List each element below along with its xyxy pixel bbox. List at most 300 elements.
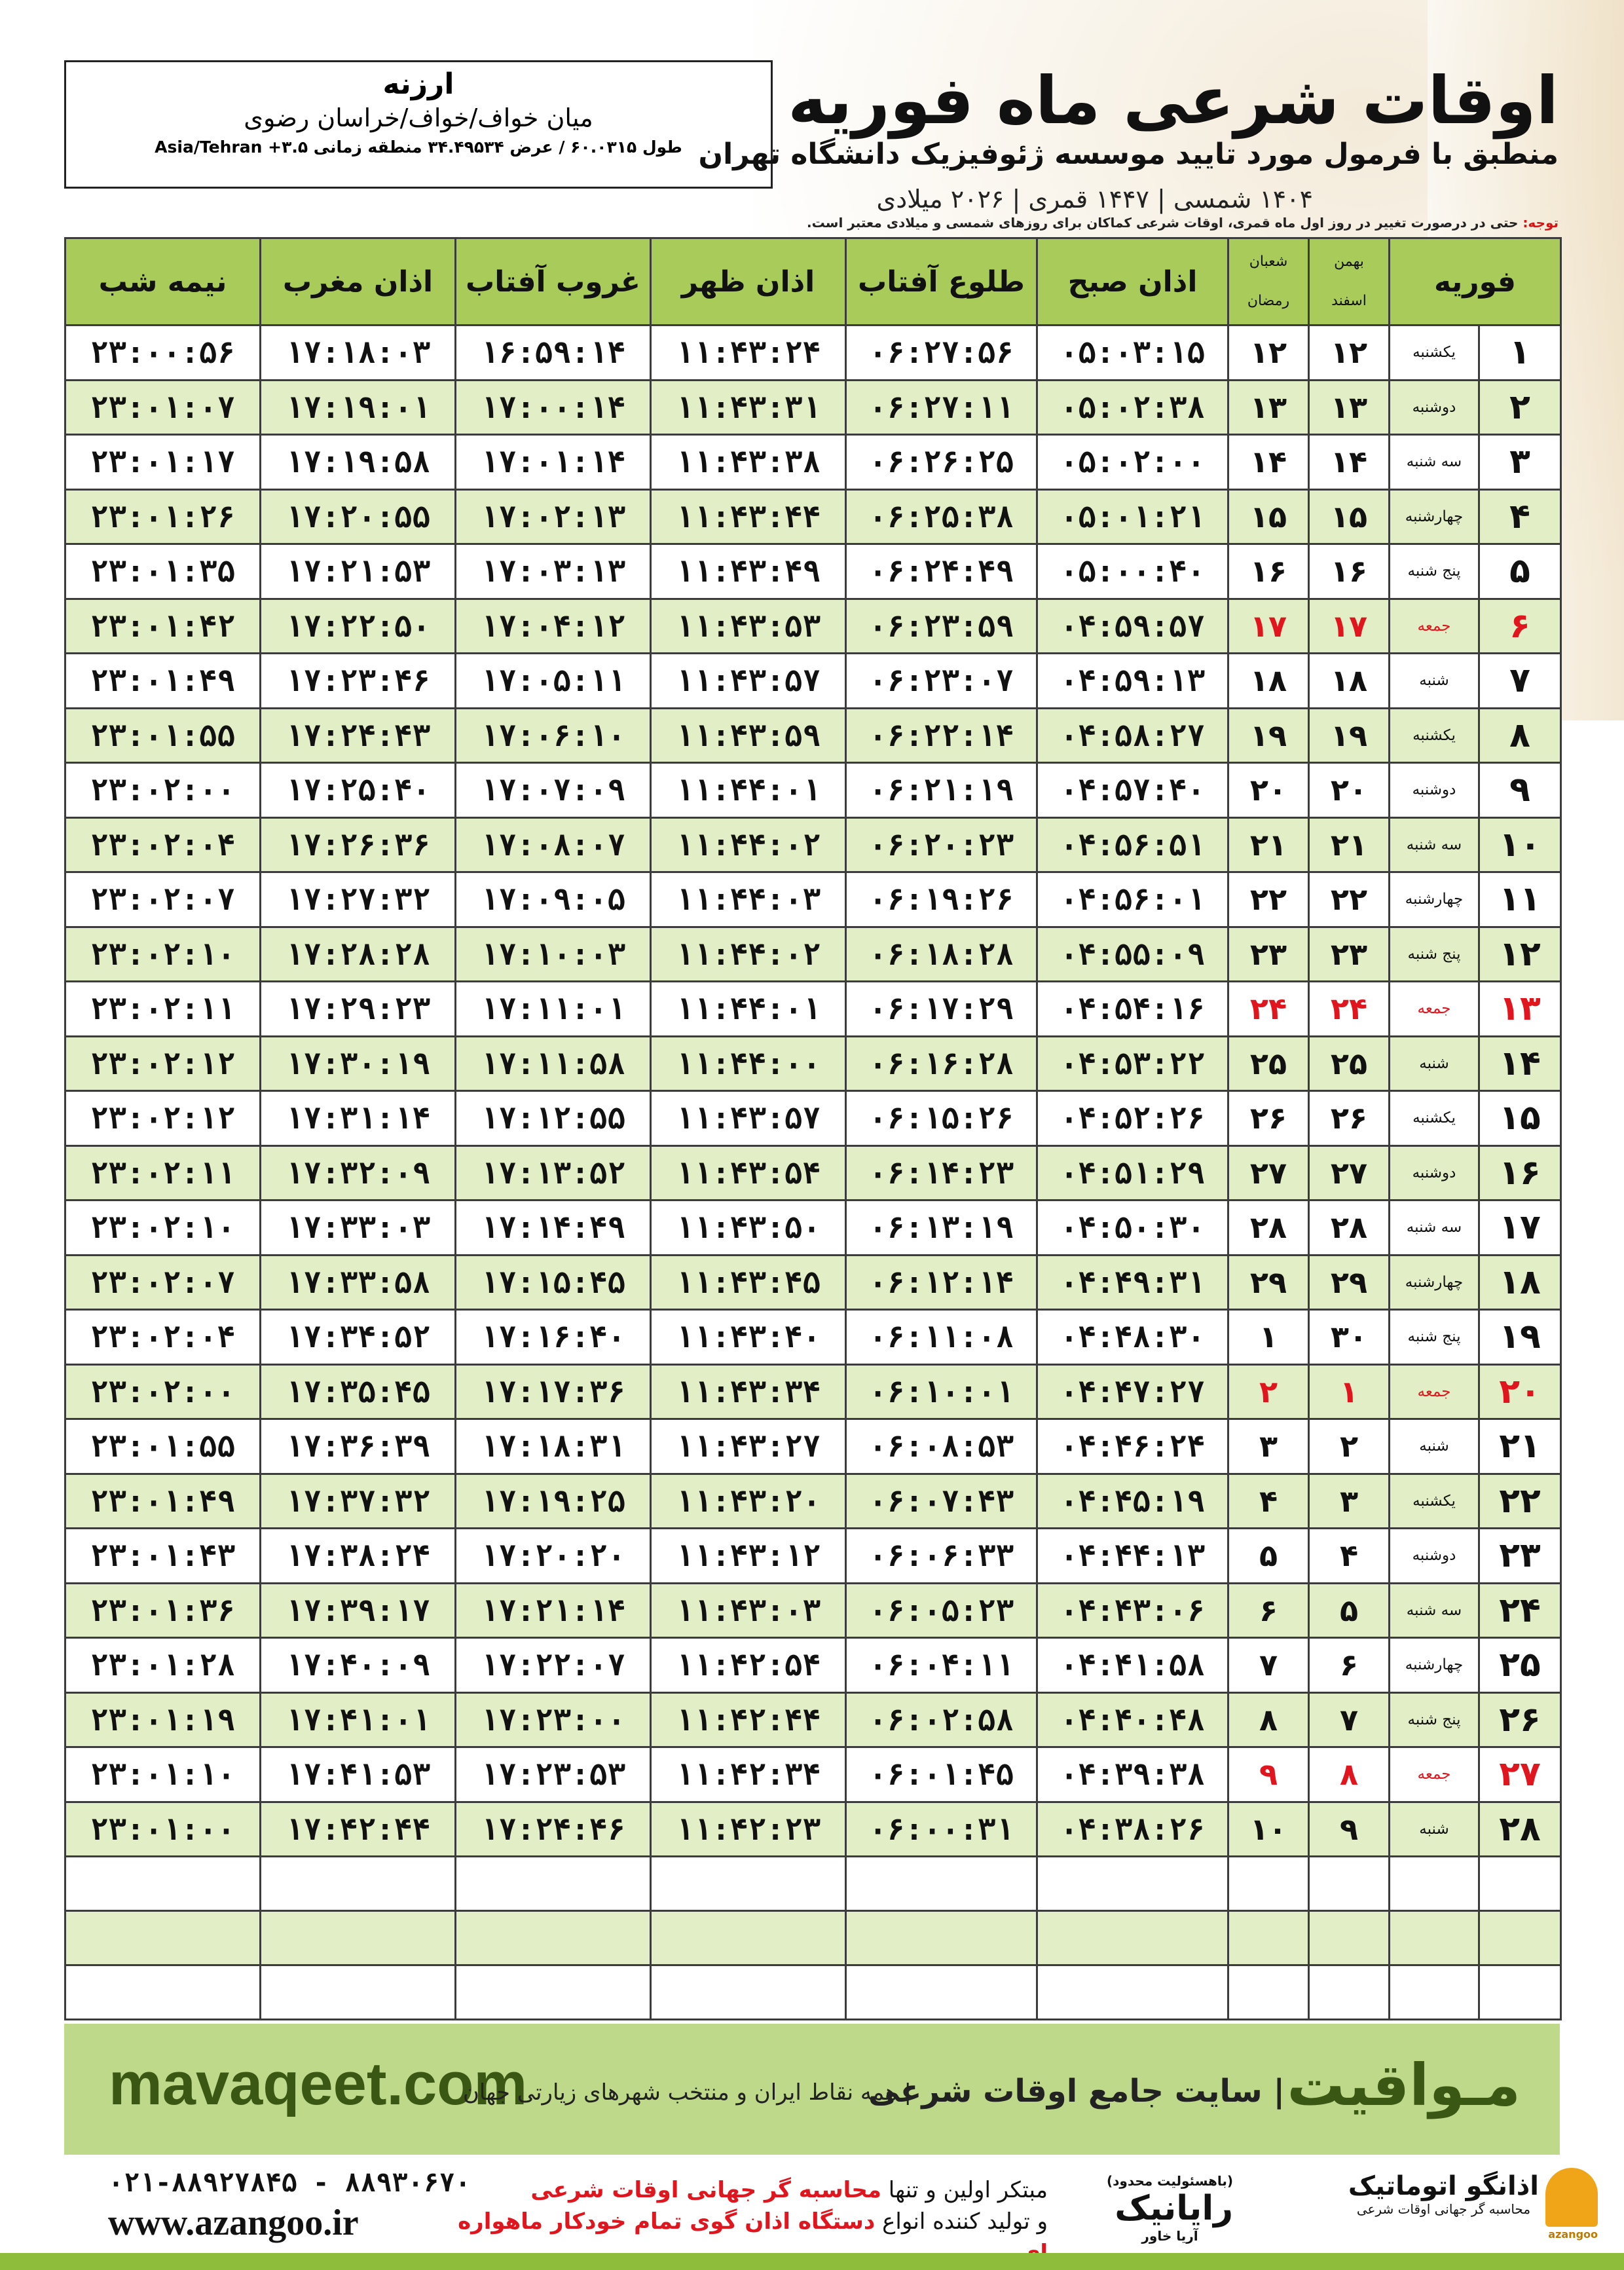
- sunset-time: ۱۷:۱۶:۴۰: [456, 1310, 651, 1365]
- solar-day: ۳۰: [1309, 1310, 1390, 1365]
- sunrise-time: ۰۶:۰۲:۵۸: [846, 1692, 1037, 1747]
- table-row-blank: [65, 1857, 1561, 1911]
- day-number: ۱۶: [1479, 1145, 1561, 1200]
- blank-cell: [65, 1911, 261, 1965]
- solar-day: ۹: [1309, 1802, 1390, 1857]
- dhuhr-time: ۱۱:۴۳:۵۰: [651, 1200, 846, 1256]
- rayanik-sub: آریا خاور: [1141, 2228, 1198, 2244]
- lunar-day: ۲۹: [1228, 1255, 1309, 1310]
- header-dhuhr: اذان ظهر: [651, 238, 846, 326]
- sunset-time: ۱۷:۱۳:۵۲: [456, 1145, 651, 1200]
- sunrise-time: ۰۶:۰۷:۴۳: [846, 1474, 1037, 1529]
- fajr-time: ۰۴:۵۴:۱۶: [1037, 982, 1228, 1037]
- day-number: ۲۳: [1479, 1529, 1561, 1584]
- midnight-time: ۲۳:۰۲:۱۰: [65, 927, 261, 982]
- midnight-time: ۲۳:۰۲:۰۴: [65, 1310, 261, 1365]
- table-row: [65, 489, 1561, 544]
- banner-slogan: | سایت جامع اوقات شرعی: [868, 2073, 1285, 2110]
- midnight-time: ۲۳:۰۱:۲۶: [65, 489, 261, 544]
- midnight-time: ۲۳:۰۲:۰۷: [65, 1255, 261, 1310]
- azangoo-mark-label: azangoo: [1548, 2228, 1598, 2241]
- dhuhr-time: ۱۱:۴۳:۴۵: [651, 1255, 846, 1310]
- blank-cell: [1390, 1965, 1479, 2020]
- fajr-time: ۰۵:۰۰:۴۰: [1037, 544, 1228, 599]
- day-number: ۲۵: [1479, 1638, 1561, 1693]
- blank-cell: [846, 1965, 1037, 2020]
- sunset-time: ۱۷:۱۱:۰۱: [456, 982, 651, 1037]
- day-number: ۲۱: [1479, 1419, 1561, 1474]
- blank-cell: [261, 1857, 456, 1911]
- blank-cell: [1309, 1857, 1390, 1911]
- solar-day: ۱۲: [1309, 326, 1390, 381]
- sunset-time: ۱۷:۰۳:۱۳: [456, 544, 651, 599]
- sunset-time: ۱۷:۲۱:۱۴: [456, 1583, 651, 1638]
- day-number: ۱۲: [1479, 927, 1561, 982]
- header-month: فوریه: [1390, 238, 1561, 326]
- lunar-day: ۲۶: [1228, 1091, 1309, 1146]
- prayer-times-table: [64, 237, 1562, 2020]
- page-subtitle: منطبق با فرمول مورد تایید موسسه ژئوفیزیک دانشگاه تهران: [698, 138, 1559, 171]
- day-number: ۴: [1479, 489, 1561, 544]
- blank-cell: [1309, 1965, 1390, 2020]
- maghrib-time: ۱۷:۳۳:۵۸: [261, 1255, 456, 1310]
- solar-day: ۵: [1309, 1583, 1390, 1638]
- dhuhr-time: ۱۱:۴۳:۰۳: [651, 1583, 846, 1638]
- weekday: یکشنبه: [1390, 708, 1479, 763]
- lunar-day: ۶: [1228, 1583, 1309, 1638]
- sunrise-time: ۰۶:۲۰:۲۳: [846, 817, 1037, 872]
- maghrib-time: ۱۷:۲۷:۳۲: [261, 872, 456, 927]
- sunrise-time: ۰۶:۱۸:۲۸: [846, 927, 1037, 982]
- azangoo-name: اذانگو اتوماتیک: [1348, 2171, 1539, 2201]
- day-number: ۱: [1479, 326, 1561, 381]
- table-row-blank: [65, 1911, 1561, 1965]
- blank-cell: [456, 1965, 651, 2020]
- midnight-time: ۲۳:۰۱:۱۰: [65, 1747, 261, 1802]
- day-number: ۷: [1479, 654, 1561, 709]
- lunar-day: ۲۲: [1228, 872, 1309, 927]
- sunrise-time: ۰۶:۲۷:۵۶: [846, 326, 1037, 381]
- weekday: چهارشنبه: [1390, 1638, 1479, 1693]
- day-number: ۲۴: [1479, 1583, 1561, 1638]
- weekday: دوشنبه: [1390, 1145, 1479, 1200]
- weekday: دوشنبه: [1390, 380, 1479, 435]
- fajr-time: ۰۴:۵۰:۳۰: [1037, 1200, 1228, 1256]
- sunset-time: ۱۷:۲۲:۰۷: [456, 1638, 651, 1693]
- fajr-time: ۰۴:۵۷:۴۰: [1037, 763, 1228, 818]
- rayanik-name: رایانیک: [1115, 2189, 1234, 2228]
- blank-cell: [651, 1857, 846, 1911]
- sunrise-time: ۰۶:۲۳:۰۷: [846, 654, 1037, 709]
- solar-day: ۲۰: [1309, 763, 1390, 818]
- dhuhr-time: ۱۱:۴۳:۵۷: [651, 654, 846, 709]
- sunset-time: ۱۷:۰۱:۱۴: [456, 435, 651, 490]
- banner-brand: مـواقیت: [1287, 2051, 1521, 2119]
- midnight-time: ۲۳:۰۲:۱۱: [65, 1145, 261, 1200]
- maghrib-time: ۱۷:۴۰:۰۹: [261, 1638, 456, 1693]
- fajr-time: ۰۴:۵۳:۲۲: [1037, 1036, 1228, 1091]
- maghrib-time: ۱۷:۲۹:۲۳: [261, 982, 456, 1037]
- maghrib-time: ۱۷:۲۸:۲۸: [261, 927, 456, 982]
- table-row: [65, 1802, 1561, 1857]
- blank-cell: [261, 1965, 456, 2020]
- solar-day: ۱۳: [1309, 380, 1390, 435]
- lunar-day: ۱۰: [1228, 1802, 1309, 1857]
- fajr-time: ۰۴:۳۸:۲۶: [1037, 1802, 1228, 1857]
- note: [807, 215, 1559, 231]
- solar-day: ۷: [1309, 1692, 1390, 1747]
- midnight-time: ۲۳:۰۱:۰۷: [65, 380, 261, 435]
- sunrise-time: ۰۶:۲۵:۳۸: [846, 489, 1037, 544]
- blank-cell: [1228, 1911, 1309, 1965]
- sunset-time: ۱۷:۱۲:۵۵: [456, 1091, 651, 1146]
- banner: [64, 2024, 1560, 2155]
- lunar-day: ۱۶: [1228, 544, 1309, 599]
- note-label: توجه:: [1522, 215, 1559, 231]
- midnight-time: ۲۳:۰۱:۴۹: [65, 654, 261, 709]
- midnight-time: ۲۳:۰۲:۱۰: [65, 1200, 261, 1256]
- day-number: ۲: [1479, 380, 1561, 435]
- header-fajr: اذان صبح: [1037, 238, 1228, 326]
- maghrib-time: ۱۷:۲۴:۴۳: [261, 708, 456, 763]
- table-row: [65, 1200, 1561, 1256]
- maghrib-time: ۱۷:۱۹:۰۱: [261, 380, 456, 435]
- weekday: سه شنبه: [1390, 1583, 1479, 1638]
- header-midnight: نیمه شب: [65, 238, 261, 326]
- day-number: ۲۸: [1479, 1802, 1561, 1857]
- header-solar-a: بهمن: [1334, 253, 1364, 270]
- location-coords: طول ۶۰.۰۳۱۵ / عرض ۳۴.۴۹۵۳۴ منطقه زمانی Asia/Tehran +۳.۵: [155, 138, 682, 157]
- weekday: جمعه: [1390, 982, 1479, 1037]
- maghrib-time: ۱۷:۲۳:۴۶: [261, 654, 456, 709]
- lunar-day: ۲۳: [1228, 927, 1309, 982]
- sunset-time: ۱۷:۱۴:۴۹: [456, 1200, 651, 1256]
- location-province: میان خواف/خواف/خراسان رضوی: [244, 103, 593, 132]
- dhuhr-time: ۱۱:۴۳:۵۹: [651, 708, 846, 763]
- day-number: ۱۰: [1479, 817, 1561, 872]
- fajr-time: ۰۴:۴۹:۳۱: [1037, 1255, 1228, 1310]
- fajr-time: ۰۴:۴۰:۴۸: [1037, 1692, 1228, 1747]
- lunar-day: ۲۷: [1228, 1145, 1309, 1200]
- midnight-time: ۲۳:۰۲:۰۰: [65, 1364, 261, 1419]
- sunset-time: ۱۷:۲۴:۴۶: [456, 1802, 651, 1857]
- weekday: چهارشنبه: [1390, 1255, 1479, 1310]
- rayanik-logo: [1107, 2173, 1233, 2244]
- fajr-time: ۰۴:۴۸:۳۰: [1037, 1310, 1228, 1365]
- weekday: جمعه: [1390, 1364, 1479, 1419]
- blank-cell: [846, 1857, 1037, 1911]
- maghrib-time: ۱۷:۴۱:۰۱: [261, 1692, 456, 1747]
- fajr-time: ۰۴:۵۸:۲۷: [1037, 708, 1228, 763]
- dhuhr-time: ۱۱:۴۴:۰۱: [651, 763, 846, 818]
- dhuhr-time: ۱۱:۴۳:۳۸: [651, 435, 846, 490]
- header-sunrise: طلوع آفتاب: [846, 238, 1037, 326]
- dhuhr-time: ۱۱:۴۲:۲۳: [651, 1802, 846, 1857]
- sunset-time: ۱۷:۲۳:۵۳: [456, 1747, 651, 1802]
- weekday: شنبه: [1390, 654, 1479, 709]
- table-row: [65, 599, 1561, 654]
- dhuhr-time: ۱۱:۴۴:۰۱: [651, 982, 846, 1037]
- dhuhr-time: ۱۱:۴۳:۵۳: [651, 599, 846, 654]
- sunset-time: ۱۷:۰۶:۱۰: [456, 708, 651, 763]
- table-row: [65, 1091, 1561, 1146]
- midnight-time: ۲۳:۰۱:۲۸: [65, 1638, 261, 1693]
- day-number: ۱۳: [1479, 982, 1561, 1037]
- weekday: جمعه: [1390, 1747, 1479, 1802]
- solar-day: ۲۵: [1309, 1036, 1390, 1091]
- solar-day: ۱۵: [1309, 489, 1390, 544]
- dhuhr-time: ۱۱:۴۳:۴۹: [651, 544, 846, 599]
- day-number: ۲۶: [1479, 1692, 1561, 1747]
- day-number: ۱۵: [1479, 1091, 1561, 1146]
- table-row: [65, 1255, 1561, 1310]
- weekday: جمعه: [1390, 599, 1479, 654]
- sunrise-time: ۰۶:۲۳:۵۹: [846, 599, 1037, 654]
- midnight-time: ۲۳:۰۲:۰۰: [65, 763, 261, 818]
- blank-cell: [1479, 1857, 1561, 1911]
- day-number: ۸: [1479, 708, 1561, 763]
- maghrib-time: ۱۷:۴۲:۴۴: [261, 1802, 456, 1857]
- blank-cell: [1479, 1911, 1561, 1965]
- dhuhr-time: ۱۱:۴۲:۳۴: [651, 1747, 846, 1802]
- fajr-time: ۰۴:۵۵:۰۹: [1037, 927, 1228, 982]
- weekday: پنج شنبه: [1390, 1310, 1479, 1365]
- lunar-day: ۱۸: [1228, 654, 1309, 709]
- lunar-day: ۲۰: [1228, 763, 1309, 818]
- fajr-time: ۰۴:۴۶:۲۴: [1037, 1419, 1228, 1474]
- day-number: ۹: [1479, 763, 1561, 818]
- sunrise-time: ۰۶:۲۷:۱۱: [846, 380, 1037, 435]
- dhuhr-time: ۱۱:۴۳:۱۲: [651, 1529, 846, 1584]
- solar-day: ۴: [1309, 1529, 1390, 1584]
- table-row: [65, 927, 1561, 982]
- maghrib-time: ۱۷:۳۷:۳۲: [261, 1474, 456, 1529]
- fajr-time: ۰۵:۰۱:۲۱: [1037, 489, 1228, 544]
- midnight-time: ۲۳:۰۲:۰۷: [65, 872, 261, 927]
- blank-cell: [1228, 1965, 1309, 2020]
- header-lunar-a: شعبان: [1249, 253, 1288, 270]
- weekday: سه شنبه: [1390, 1200, 1479, 1256]
- contact-phone: ۰۲۱-۸۸۹۲۷۸۴۵ - ۸۸۹۳۰۶۷۰: [108, 2168, 471, 2198]
- sunset-time: ۱۷:۰۸:۰۷: [456, 817, 651, 872]
- maghrib-time: ۱۷:۲۲:۵۰: [261, 599, 456, 654]
- lunar-day: ۲۵: [1228, 1036, 1309, 1091]
- note-text: حتی در درصورت تغییر در روز اول ماه قمری، اوقات شرعی کماکان برای روزهای شمسی و میلادی معتبر است.: [807, 215, 1523, 231]
- sunrise-time: ۰۶:۱۳:۱۹: [846, 1200, 1037, 1256]
- solar-day: ۱۴: [1309, 435, 1390, 490]
- blurb-line-1b: محاسبه گر جهانی اوقات شرعی: [530, 2177, 881, 2203]
- solar-day: ۱۹: [1309, 708, 1390, 763]
- dhuhr-time: ۱۱:۴۴:۰۲: [651, 927, 846, 982]
- table-row: [65, 1474, 1561, 1529]
- table-row: [65, 654, 1561, 709]
- calendar-years: ۱۴۰۴ شمسی | ۱۴۴۷ قمری | ۲۰۲۶ میلادی: [876, 185, 1313, 214]
- weekday: چهارشنبه: [1390, 489, 1479, 544]
- midnight-time: ۲۳:۰۱:۳۵: [65, 544, 261, 599]
- fajr-time: ۰۴:۴۷:۲۷: [1037, 1364, 1228, 1419]
- midnight-time: ۲۳:۰۲:۱۱: [65, 982, 261, 1037]
- header-solar: [1309, 238, 1390, 326]
- blurb-line-1: [445, 2174, 1048, 2206]
- sunset-time: ۱۷:۰۹:۰۵: [456, 872, 651, 927]
- table-row: [65, 1638, 1561, 1693]
- table-row: [65, 1692, 1561, 1747]
- table-row: [65, 1419, 1561, 1474]
- dhuhr-time: ۱۱:۴۴:۰۲: [651, 817, 846, 872]
- lunar-day: ۱: [1228, 1310, 1309, 1365]
- table-row: [65, 1145, 1561, 1200]
- weekday: شنبه: [1390, 1419, 1479, 1474]
- contact-website[interactable]: www.azangoo.ir: [108, 2203, 359, 2243]
- fajr-time: ۰۴:۵۶:۵۱: [1037, 817, 1228, 872]
- rayanik-top: (باهسئولیت محدود): [1107, 2173, 1234, 2189]
- weekday: یکشنبه: [1390, 1474, 1479, 1529]
- weekday: سه شنبه: [1390, 435, 1479, 490]
- sunset-time: ۱۷:۰۲:۱۳: [456, 489, 651, 544]
- sunset-time: ۱۷:۰۷:۰۹: [456, 763, 651, 818]
- midnight-time: ۲۳:۰۱:۱۷: [65, 435, 261, 490]
- fajr-time: ۰۴:۴۱:۵۸: [1037, 1638, 1228, 1693]
- header-solar-b: اسفند: [1331, 293, 1367, 309]
- midnight-time: ۲۳:۰۱:۵۵: [65, 708, 261, 763]
- weekday: دوشنبه: [1390, 1529, 1479, 1584]
- day-number: ۱۱: [1479, 872, 1561, 927]
- blank-cell: [65, 1857, 261, 1911]
- table-row-blank: [65, 1965, 1561, 2020]
- solar-day: ۱: [1309, 1364, 1390, 1419]
- azangoo-mark-icon: [1545, 2168, 1598, 2227]
- blank-cell: [1037, 1965, 1228, 2020]
- weekday: دوشنبه: [1390, 763, 1479, 818]
- lunar-day: ۲۸: [1228, 1200, 1309, 1256]
- sunrise-time: ۰۶:۱۲:۱۴: [846, 1255, 1037, 1310]
- sunrise-time: ۰۶:۲۶:۲۵: [846, 435, 1037, 490]
- lunar-day: ۳: [1228, 1419, 1309, 1474]
- midnight-time: ۲۳:۰۱:۵۵: [65, 1419, 261, 1474]
- bottom-bar: [0, 2253, 1624, 2270]
- sunrise-time: ۰۶:۰۶:۳۳: [846, 1529, 1037, 1584]
- day-number: ۲۲: [1479, 1474, 1561, 1529]
- sunset-time: ۱۷:۱۸:۳۱: [456, 1419, 651, 1474]
- maghrib-time: ۱۷:۳۵:۴۵: [261, 1364, 456, 1419]
- blank-cell: [846, 1911, 1037, 1965]
- lunar-day: ۱۷: [1228, 599, 1309, 654]
- maghrib-time: ۱۷:۲۰:۵۵: [261, 489, 456, 544]
- maghrib-time: ۱۷:۳۴:۵۲: [261, 1310, 456, 1365]
- header-lunar-b: رمضان: [1247, 293, 1290, 309]
- dhuhr-time: ۱۱:۴۳:۳۱: [651, 380, 846, 435]
- weekday: سه شنبه: [1390, 817, 1479, 872]
- solar-day: ۲: [1309, 1419, 1390, 1474]
- weekday: چهارشنبه: [1390, 872, 1479, 927]
- sunset-time: ۱۷:۱۰:۰۳: [456, 927, 651, 982]
- lunar-day: ۲۱: [1228, 817, 1309, 872]
- midnight-time: ۲۳:۰۱:۴۲: [65, 599, 261, 654]
- location-city: ارزنه: [382, 67, 454, 101]
- maghrib-time: ۱۷:۱۸:۰۳: [261, 326, 456, 381]
- sunset-time: ۱۷:۲۳:۰۰: [456, 1692, 651, 1747]
- maghrib-time: ۱۷:۲۶:۳۶: [261, 817, 456, 872]
- sunset-time: ۱۷:۱۷:۳۶: [456, 1364, 651, 1419]
- maghrib-time: ۱۷:۳۱:۱۴: [261, 1091, 456, 1146]
- day-number: ۶: [1479, 599, 1561, 654]
- maghrib-time: ۱۷:۲۵:۴۰: [261, 763, 456, 818]
- sunrise-time: ۰۶:۱۷:۲۹: [846, 982, 1037, 1037]
- midnight-time: ۲۳:۰۲:۱۲: [65, 1036, 261, 1091]
- midnight-time: ۲۳:۰۰:۵۶: [65, 326, 261, 381]
- day-number: ۳: [1479, 435, 1561, 490]
- midnight-time: ۲۳:۰۱:۰۰: [65, 1802, 261, 1857]
- day-number: ۱۷: [1479, 1200, 1561, 1256]
- table-row: [65, 872, 1561, 927]
- lunar-day: ۱۳: [1228, 380, 1309, 435]
- fajr-time: ۰۵:۰۳:۱۵: [1037, 326, 1228, 381]
- blurb-line-2b: دستگاه اذان گوی تمام خودکار ماهواره: [458, 2208, 876, 2235]
- solar-day: ۳: [1309, 1474, 1390, 1529]
- sunrise-time: ۰۶:۱۶:۲۸: [846, 1036, 1037, 1091]
- location-box: [64, 60, 773, 189]
- lunar-day: ۷: [1228, 1638, 1309, 1693]
- table-row: [65, 1583, 1561, 1638]
- solar-day: ۱۸: [1309, 654, 1390, 709]
- blank-cell: [456, 1911, 651, 1965]
- blank-cell: [1037, 1857, 1228, 1911]
- table-row: [65, 326, 1561, 381]
- dhuhr-time: ۱۱:۴۳:۳۴: [651, 1364, 846, 1419]
- sunrise-time: ۰۶:۱۴:۲۳: [846, 1145, 1037, 1200]
- header-lunar: [1228, 238, 1309, 326]
- midnight-time: ۲۳:۰۲:۱۲: [65, 1091, 261, 1146]
- blank-cell: [1037, 1911, 1228, 1965]
- sunrise-time: ۰۶:۰۰:۳۱: [846, 1802, 1037, 1857]
- blank-cell: [1390, 1911, 1479, 1965]
- maghrib-time: ۱۷:۳۶:۳۹: [261, 1419, 456, 1474]
- weekday: شنبه: [1390, 1036, 1479, 1091]
- sunrise-time: ۰۶:۲۴:۴۹: [846, 544, 1037, 599]
- table-row: [65, 1529, 1561, 1584]
- dhuhr-time: ۱۱:۴۳:۵۴: [651, 1145, 846, 1200]
- solar-day: ۲۲: [1309, 872, 1390, 927]
- dhuhr-time: ۱۱:۴۳:۲۰: [651, 1474, 846, 1529]
- weekday: پنج شنبه: [1390, 1692, 1479, 1747]
- solar-day: ۲۷: [1309, 1145, 1390, 1200]
- table-row: [65, 1747, 1561, 1802]
- lunar-day: ۱۲: [1228, 326, 1309, 381]
- weekday: پنج شنبه: [1390, 544, 1479, 599]
- lunar-day: ۱۹: [1228, 708, 1309, 763]
- maghrib-time: ۱۷:۳۰:۱۹: [261, 1036, 456, 1091]
- table-row: [65, 708, 1561, 763]
- table-row: [65, 380, 1561, 435]
- sunset-time: ۱۷:۱۵:۴۵: [456, 1255, 651, 1310]
- sunrise-time: ۰۶:۰۴:۱۱: [846, 1638, 1037, 1693]
- dhuhr-time: ۱۱:۴۳:۲۷: [651, 1419, 846, 1474]
- day-number: ۲۷: [1479, 1747, 1561, 1802]
- weekday: یکشنبه: [1390, 326, 1479, 381]
- weekday: یکشنبه: [1390, 1091, 1479, 1146]
- banner-url[interactable]: mavaqeet.com: [109, 2051, 528, 2117]
- header-maghrib: اذان مغرب: [261, 238, 456, 326]
- solar-day: ۸: [1309, 1747, 1390, 1802]
- banner-sub: | همه نقاط ایران و منتخب شهرهای زیارتی جهان: [462, 2079, 912, 2106]
- day-number: ۲۰: [1479, 1364, 1561, 1419]
- sunset-time: ۱۷:۱۹:۲۵: [456, 1474, 651, 1529]
- blank-cell: [651, 1965, 846, 2020]
- fajr-time: ۰۴:۵۹:۱۳: [1037, 654, 1228, 709]
- midnight-time: ۲۳:۰۲:۰۴: [65, 817, 261, 872]
- maghrib-time: ۱۷:۳۹:۱۷: [261, 1583, 456, 1638]
- maghrib-time: ۱۷:۴۱:۵۳: [261, 1747, 456, 1802]
